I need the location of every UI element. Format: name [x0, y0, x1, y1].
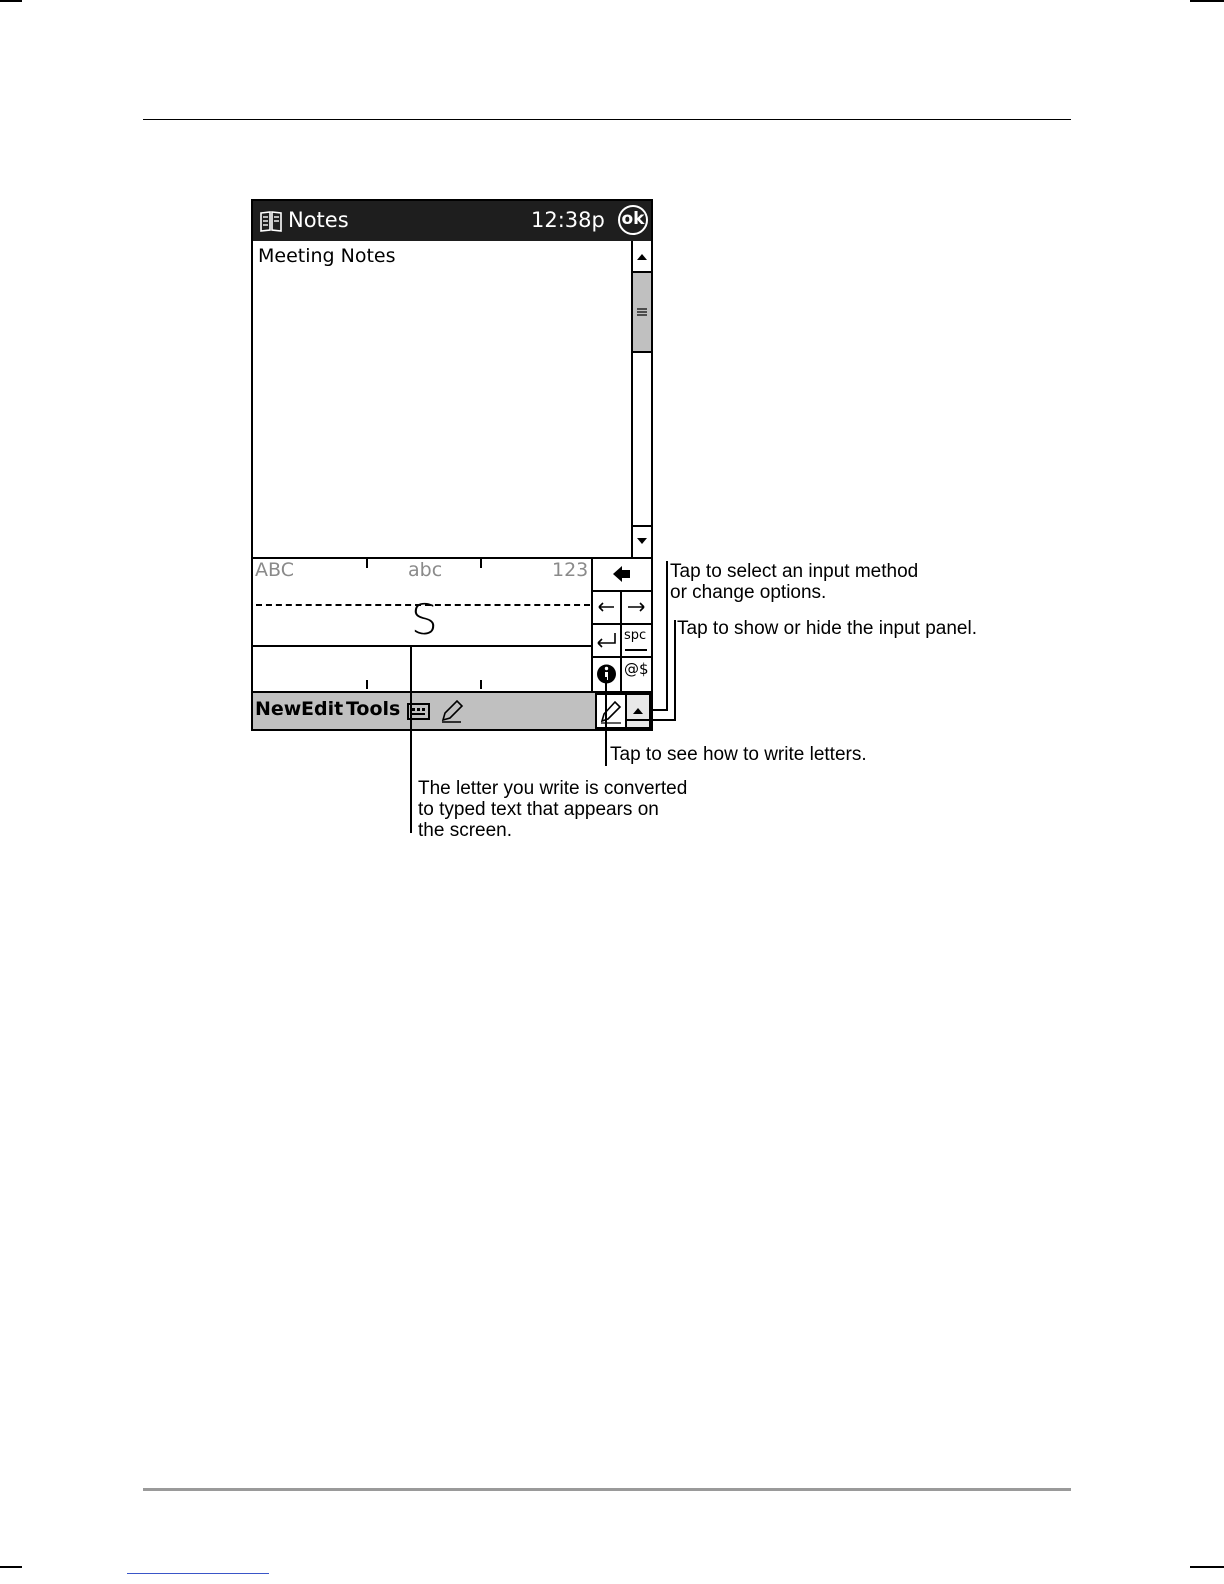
grip-icon [633, 273, 651, 351]
pen-input-icon [597, 695, 625, 727]
mode-label-lowercase: abc [408, 559, 443, 581]
callout-input-method [670, 561, 918, 603]
scroll-down-button[interactable] [633, 525, 651, 557]
enter-icon [593, 625, 620, 656]
right-arrow-key[interactable] [622, 592, 651, 625]
mode-divider [366, 559, 368, 568]
space-key-underline [625, 649, 647, 651]
input-method-button[interactable] [595, 693, 627, 729]
area-divider [253, 645, 591, 647]
space-key[interactable] [622, 625, 651, 658]
footer-link-underline[interactable] [127, 1573, 269, 1574]
header-rule [143, 119, 1071, 120]
crop-mark [1190, 1566, 1224, 1568]
mode-label-numbers: 123 [552, 559, 589, 581]
info-key[interactable] [593, 658, 622, 691]
special-keys [593, 559, 651, 691]
input-panel [253, 557, 651, 691]
callout-input-method-line: or change options. [670, 582, 827, 603]
callout-line-input-panel [627, 719, 676, 721]
scroll-thumb[interactable] [633, 273, 651, 353]
chevron-up-icon [627, 695, 649, 727]
callout-line-input-method [651, 709, 668, 711]
space-key-label: spc [624, 628, 647, 643]
pocket-pc-screen [251, 199, 653, 731]
enter-key[interactable] [593, 625, 622, 658]
letter-recognizer-write-area[interactable] [253, 559, 593, 691]
callout-converted [418, 778, 687, 841]
input-panel-toggle-button[interactable] [627, 693, 651, 729]
symbols-key-label: @$ [624, 660, 649, 678]
callout-input-panel: Tap to show or hide the input panel. [677, 618, 977, 639]
ok-button[interactable]: ok [618, 205, 648, 235]
callout-converted-line: to typed text that appears on [418, 799, 659, 820]
written-letter: S [411, 595, 438, 644]
scroll-up-button[interactable] [633, 241, 651, 273]
mode-label-uppercase: ABC [255, 559, 294, 581]
title-bar [253, 201, 651, 241]
footer-rule [143, 1488, 1071, 1491]
callout-line-converted [410, 645, 412, 833]
callout-line-input-panel [674, 620, 676, 721]
note-text-area[interactable] [253, 241, 631, 557]
menu-new[interactable]: New [255, 698, 302, 720]
pen-icon[interactable] [439, 698, 465, 724]
callout-input-method-line: Tap to select an input method [670, 561, 919, 582]
scroll-down-arrow-icon [633, 527, 651, 557]
right-arrow-icon [622, 592, 651, 623]
menu-tools[interactable]: Tools [346, 698, 401, 720]
menu-edit[interactable]: Edit [301, 698, 344, 720]
callout-write-letters: Tap to see how to write letters. [610, 744, 867, 765]
clock[interactable]: 12:38p [531, 208, 605, 232]
mode-divider [480, 680, 482, 689]
symbols-key[interactable] [622, 658, 651, 691]
note-text: Meeting Notes [258, 245, 396, 267]
backspace-icon [593, 559, 651, 590]
left-arrow-icon [593, 592, 620, 623]
callout-converted-line: the screen. [418, 820, 512, 841]
backspace-key[interactable] [593, 559, 651, 592]
callout-converted-line: The letter you write is converted [418, 778, 688, 799]
mode-divider [480, 559, 482, 568]
callout-line-write-letters [605, 677, 607, 766]
callout-line-input-method [666, 561, 668, 711]
mode-divider [366, 680, 368, 689]
menu-bar [253, 691, 651, 729]
vertical-scrollbar[interactable] [631, 241, 651, 557]
app-title: Notes [288, 208, 349, 232]
crop-mark [0, 1566, 22, 1568]
left-arrow-key[interactable] [593, 592, 622, 625]
notes-app-icon [259, 209, 283, 233]
crop-mark [0, 0, 22, 2]
crop-mark [1190, 0, 1224, 2]
scroll-up-arrow-icon [633, 241, 651, 271]
